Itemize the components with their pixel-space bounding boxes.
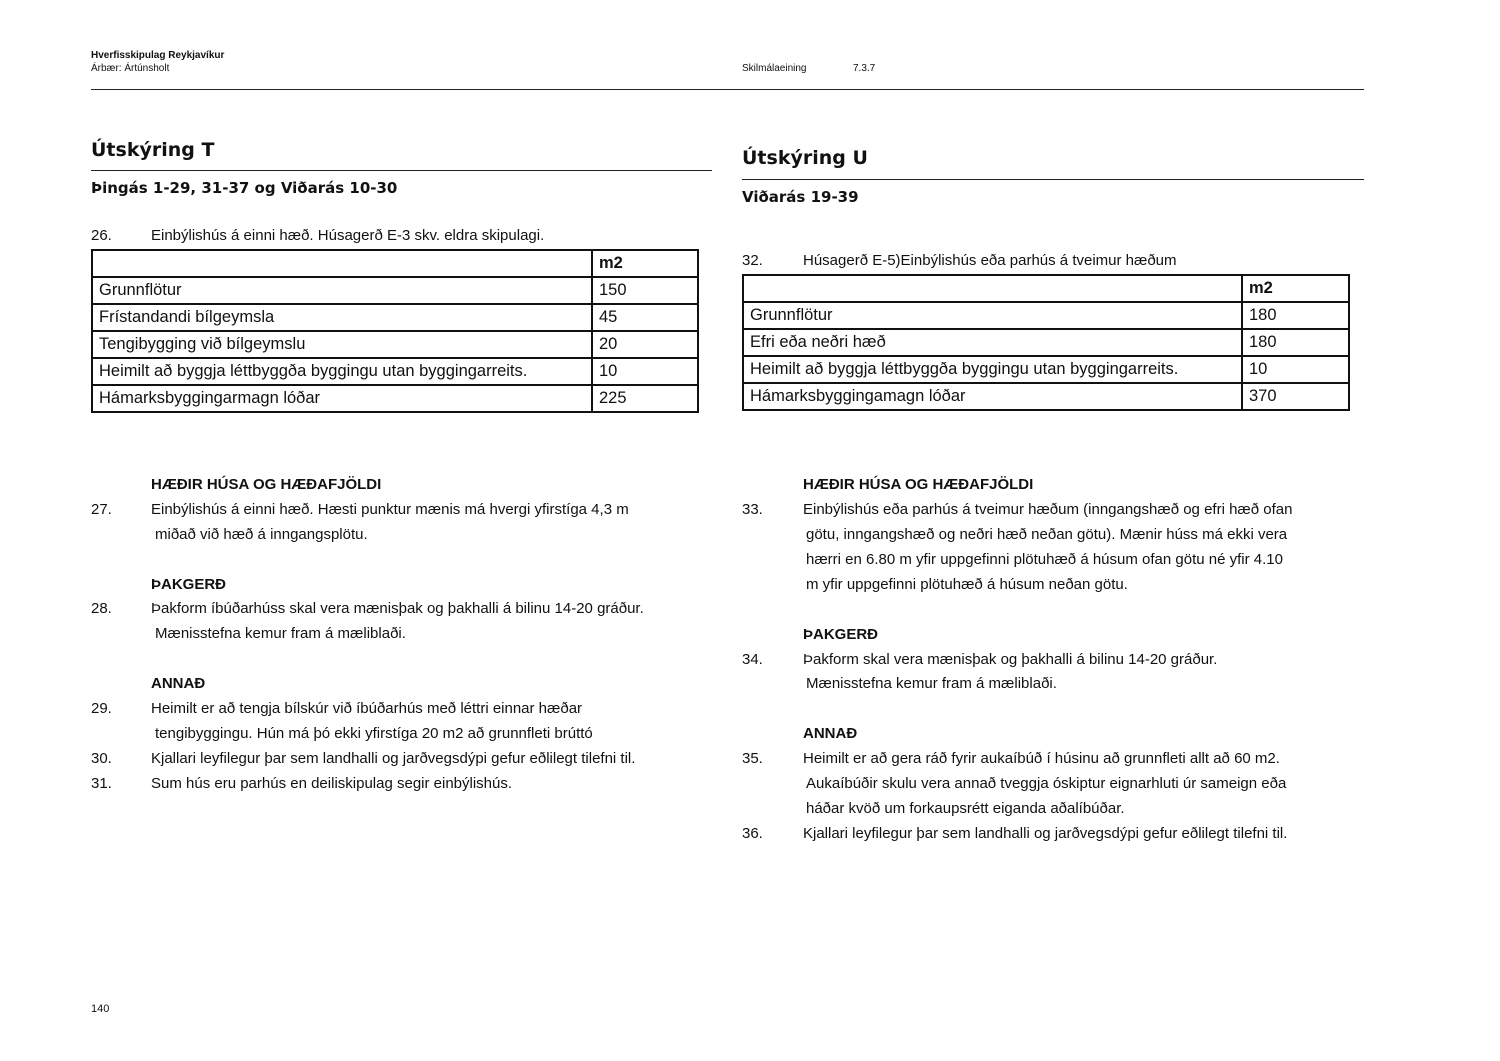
item-text: m yfir uppgefinni plötuhæð á húsum neðan götu. [806, 576, 1128, 593]
table-row: Frístandandi bílgeymsla 45 [92, 304, 698, 331]
table-row: Grunnflötur 150 [92, 277, 698, 304]
item-text: Húsagerð E-5)Einbýlishús eða parhús á tveimur hæðum [803, 252, 1177, 269]
table-row: Efri eða neðri hæð 180 [743, 329, 1349, 356]
item-text: Mænisstefna kemur fram á mæliblaði. [155, 625, 406, 642]
right-subtitle: Viðarás 19-39 [742, 188, 859, 206]
item-text: Mænisstefna kemur fram á mæliblaði. [806, 675, 1057, 692]
section-heading: ÞAKGERÐ [151, 576, 227, 593]
item-text: Heimilt er að tengja bílskúr við íbúðarhús með léttri einnar hæðar [151, 700, 583, 717]
section-heading: ANNAÐ [151, 675, 206, 692]
table-header-row: m2 [743, 275, 1349, 302]
section-heading: HÆÐIR HÚSA OG HÆÐAFJÖLDI [151, 476, 382, 493]
section-heading: ANNAÐ [803, 725, 858, 742]
section-heading: ÞAKGERÐ [803, 626, 879, 643]
item-number: 35. [742, 750, 763, 767]
header-org: Hverfisskipulag Reykjavíkur [91, 50, 225, 61]
item-number: 33. [742, 501, 763, 518]
left-subtitle: Þingás 1-29, 31-37 og Viðarás 10-30 [91, 179, 398, 197]
item-number: 27. [91, 501, 112, 518]
table-row: Tengibygging við bílgeymslu 20 [92, 331, 698, 358]
item-text: Þakform íbúðarhúss skal vera mænisþak og þakhalli á bilinu 14-20 gráður. [151, 600, 644, 617]
header-code: 7.3.7 [853, 63, 876, 74]
item-text: Einbýlishús á einni hæð. Húsagerð E-3 skv. eldra skipulagi. [151, 227, 545, 244]
item-number: 26. [91, 227, 112, 244]
table-row: Heimilt að byggja léttbyggða byggingu utan byggingarreits. 10 [92, 358, 698, 385]
table-row: Hámarksbyggingamagn lóðar 370 [743, 383, 1349, 410]
item-text: miðað við hæð á inngangsplötu. [155, 526, 368, 543]
right-title-divider [742, 179, 1364, 180]
item-text: tengibyggingu. Hún má þó ekki yfirstíga 20 m2 að grunnfleti brúttó [155, 725, 593, 742]
item-number: 28. [91, 600, 112, 617]
item-text: Sum hús eru parhús en deiliskipulag segir einbýlishús. [151, 775, 513, 792]
left-title: Útskýring T [91, 139, 215, 161]
section-heading: HÆÐIR HÚSA OG HÆÐAFJÖLDI [803, 476, 1034, 493]
header-section: Skilmálaeining [742, 63, 807, 74]
item-text: Aukaíbúðir skulu vera annað tveggja óskiptur eignarhluti úr sameign eða [806, 775, 1287, 792]
item-number: 31. [91, 775, 112, 792]
item-text: Kjallari leyfilegur þar sem landhalli og jarðvegsdýpi gefur eðlilegt tilefni til. [151, 750, 636, 767]
table-row: Hámarksbyggingarmagn lóðar 225 [92, 385, 698, 412]
item-number: 30. [91, 750, 112, 767]
item-text: Einbýlishús eða parhús á tveimur hæðum (inngangshæð og efri hæð ofan [803, 501, 1293, 518]
page-number: 140 [91, 1003, 110, 1015]
item-number: 34. [742, 651, 763, 668]
item-number: 29. [91, 700, 112, 717]
item-text: Kjallari leyfilegur þar sem landhalli og jarðvegsdýpi gefur eðlilegt tilefni til. [803, 825, 1288, 842]
table-row: Heimilt að byggja léttbyggða byggingu utan byggingarreits. 10 [743, 356, 1349, 383]
table-header-row: m2 [92, 250, 698, 277]
left-title-divider [91, 170, 712, 171]
item-text: Heimilt er að gera ráð fyrir aukaíbúð í húsinu að grunnfleti allt að 60 m2. [803, 750, 1280, 767]
table-row: Grunnflötur 180 [743, 302, 1349, 329]
item-text: hærri en 6.80 m yfir uppgefinni plötuhæð á húsum ofan götu né yfir 4.10 [806, 551, 1283, 568]
header-divider [91, 89, 1364, 90]
item-text: götu, inngangshæð og neðri hæð neðan götu). Mænir húss má ekki vera [806, 526, 1288, 543]
header-area: Árbær: Ártúnsholt [91, 63, 170, 74]
item-text: Einbýlishús á einni hæð. Hæsti punktur mænis má hvergi yfirstíga 4,3 m [151, 501, 629, 518]
item-text: háðar kvöð um forkaupsrétt eiganda aðalíbúðar. [806, 800, 1125, 817]
item-text: Þakform skal vera mænisþak og þakhalli á bilinu 14-20 gráður. [803, 651, 1218, 668]
item-number: 36. [742, 825, 763, 842]
right-title: Útskýring U [742, 147, 868, 169]
item-number: 32. [742, 252, 763, 269]
left-area-table [91, 249, 699, 413]
right-area-table [742, 274, 1350, 411]
